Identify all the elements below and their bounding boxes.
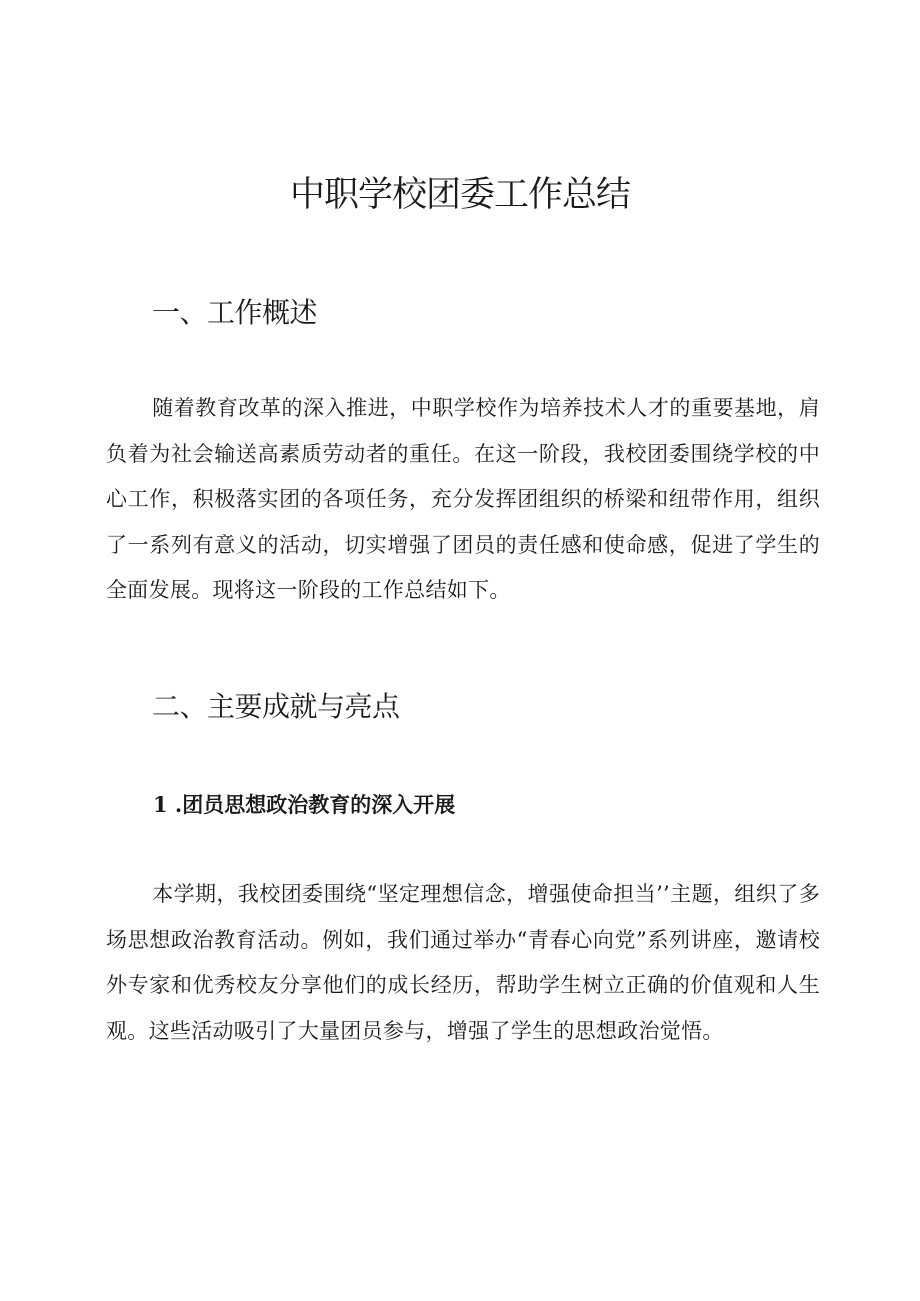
overview-paragraph: 随着教育改革的深入推进，中职学校作为培养技术人才的重要基地，肩负着为社会输送高素质劳动者的重任。在这一阶段，我校团委围绕学校的中心工作，积极落实团的各项任务，充分发挥团组织的桥梁和纽带作用，组织了一系列有意义的活动，切实增强了团员的责任感和使命感，促进了学生的全面发展。现将这一阶段的工作总结如下。 (106, 396, 820, 603)
section-heading-achievements: 二、主要成就与亮点 (152, 690, 400, 723)
section-heading-overview: 一、工作概述 (152, 296, 318, 329)
document-title: 中职学校团委工作总结 (289, 175, 630, 215)
subheading-political-education: 1 .团员思想政治教育的深入开展 (153, 792, 456, 817)
political-education-paragraph: 本学期，我校团委围绕“坚定理想信念，增强使命担当’’主题，组织了多场思想政治教育活动。例如，我们通过举办“青春心向党”系列讲座，邀请校外专家和优秀校友分享他们的成长经历，帮助学生树立正确的价值观和人生观。这些活动吸引了大量团员参与，增强了学生的思想政治觉悟。 (106, 882, 820, 1043)
